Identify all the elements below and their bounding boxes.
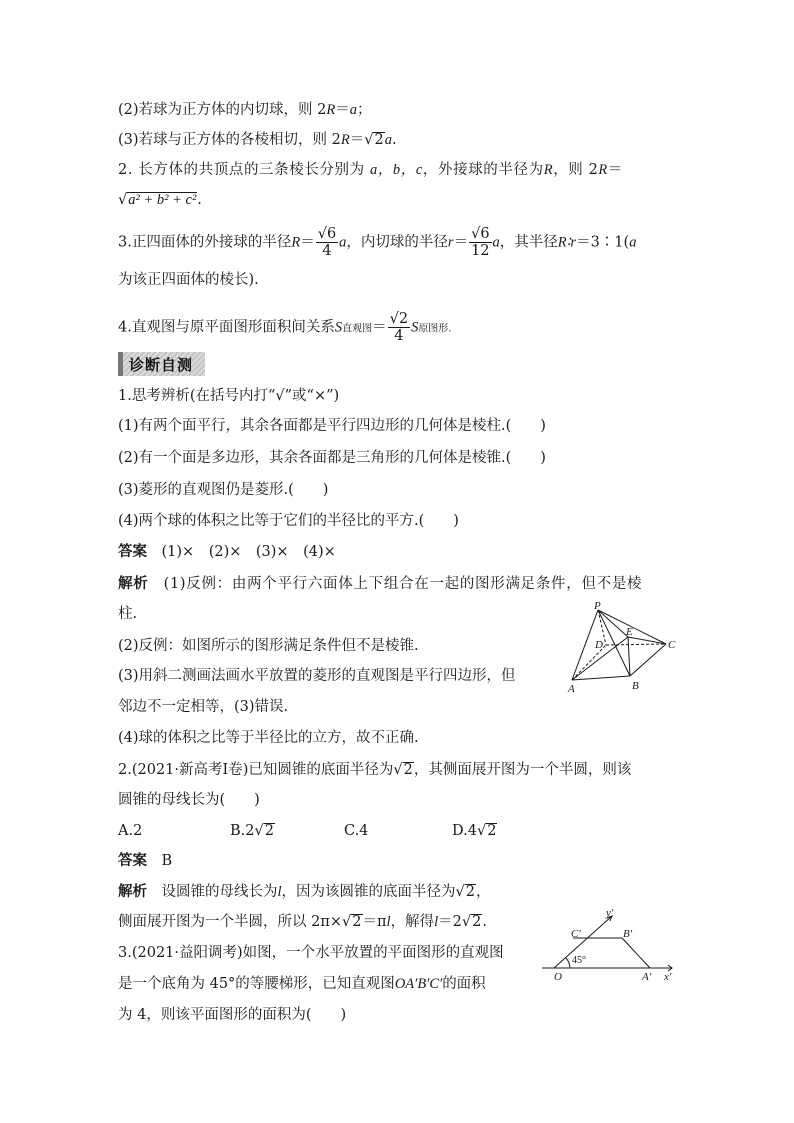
trapezoid-label-x: x′ — [664, 971, 672, 983]
q1-item-1: (1)有两个面平行，其余各面都是平行四边形的几何体是棱柱.( ) — [118, 418, 546, 434]
pyramid-label-c: C — [668, 639, 676, 651]
q2-option-a: A.2 — [118, 823, 143, 839]
q1-item-4: (4)两个球的体积之比等于它们的半径比的平方.( ) — [118, 513, 459, 529]
trapezoid-label-a: A′ — [642, 971, 652, 983]
q1-analysis-2: 柱. — [118, 606, 138, 622]
formula-tetrahedron-note: 为该正四面体的棱长). — [118, 272, 259, 288]
trapezoid-label-angle: 45° — [572, 955, 586, 966]
q1-analysis-5: 邻边不一定相等，(3)错误. — [118, 699, 289, 715]
q2-stem-2: 圆锥的母线长为( ) — [118, 792, 260, 808]
trapezoid-label-b: B′ — [623, 928, 633, 940]
q1-analysis-4: (3)用斜二测画法画水平放置的菱形的直观图是平行四边形，但 — [118, 668, 516, 684]
pyramid-figure — [560, 600, 685, 695]
pyramid-label-e: E — [626, 626, 633, 638]
pyramid-label-a: A — [568, 683, 575, 695]
trapezoid-label-o: O — [554, 971, 562, 983]
q3-stem-3: 为 4，则该平面图形的面积为( ) — [118, 1007, 347, 1023]
q1-analysis-6: (4)球的体积之比等于半径比的立方，故不正确. — [118, 730, 419, 746]
trapezoid-label-c: C′ — [571, 928, 581, 940]
pyramid-label-p: P — [594, 600, 601, 612]
q2-option-d: D.4√2 — [452, 823, 497, 839]
pyramid-label-d: D — [595, 639, 603, 651]
q2-analysis-2: 侧面展开图为一个半圆，所以 2π×√2＝πl，解得l＝2√2. — [118, 914, 487, 930]
q3-stem-1: 3.(2021·益阳调考)如图，一个水平放置的平面图形的直观图 — [118, 945, 504, 961]
q2-answer: 答案 B — [118, 853, 173, 869]
formula-edge-tangent-sphere: (3)若球与正方体的各棱相切，则 2R＝√2a. — [118, 132, 397, 148]
q2-option-b: B.2√2 — [230, 823, 274, 839]
q2-option-c: C.4 — [344, 823, 369, 839]
pyramid-label-b: B — [632, 680, 639, 692]
formula-cuboid-radical: √a² + b² + c². — [118, 192, 202, 208]
formula-cuboid-sphere: 2. 长方体的共顶点的三条棱长分别为 a，b，c，外接球的半径为R，则 2R＝ — [118, 162, 623, 178]
section-badge: 诊断自测 — [118, 352, 205, 376]
formula-inscribed-sphere: (2)若球为正方体的内切球，则 2R＝a； — [118, 102, 372, 118]
q1-answer: 答案 (1)× (2)× (3)× (4)× — [118, 544, 336, 560]
trapezoid-figure — [536, 908, 681, 983]
q1-stem: 1.思考辨析(在括号内打“√”或“×”) — [118, 388, 340, 404]
q2-stem-1: 2.(2021·新高考Ⅰ卷)已知圆锥的底面半径为√2，其侧面展开图为一个半圆，则该 — [118, 762, 632, 778]
q1-analysis-3: (2)反例：如图所示的图形满足条件但不是棱锥. — [118, 638, 419, 654]
q1-item-2: (2)有一个面是多边形，其余各面都是三角形的几何体是棱锥.( ) — [118, 450, 546, 466]
q2-analysis-1: 解析 设圆锥的母线长为l，因为该圆锥的底面半径为√2， — [118, 884, 491, 900]
formula-area-relation: 4.直观图与原平面图形面积间关系S直观图＝ $\frac{√2}{4}$ S原图形. — [118, 311, 452, 344]
q1-analysis-1: 解析 (1)反例：由两个平行六面体上下组合在一起的图形满足条件，但不是棱 — [118, 576, 643, 592]
q1-item-3: (3)菱形的直观图仍是菱形.( ) — [118, 482, 329, 498]
q3-stem-2: 是一个底角为 45°的等腰梯形，已知直观图OA′B′C′的面积 — [118, 976, 486, 992]
trapezoid-label-y: y′ — [606, 908, 614, 919]
formula-tetrahedron-spheres: 3.正四面体的外接球的半径R＝ $\frac{√6}{4}$ a，内切球的半径r＝ $\frac{√6}{12}$ a，其半径R∶r＝3∶1(a — [118, 226, 637, 259]
